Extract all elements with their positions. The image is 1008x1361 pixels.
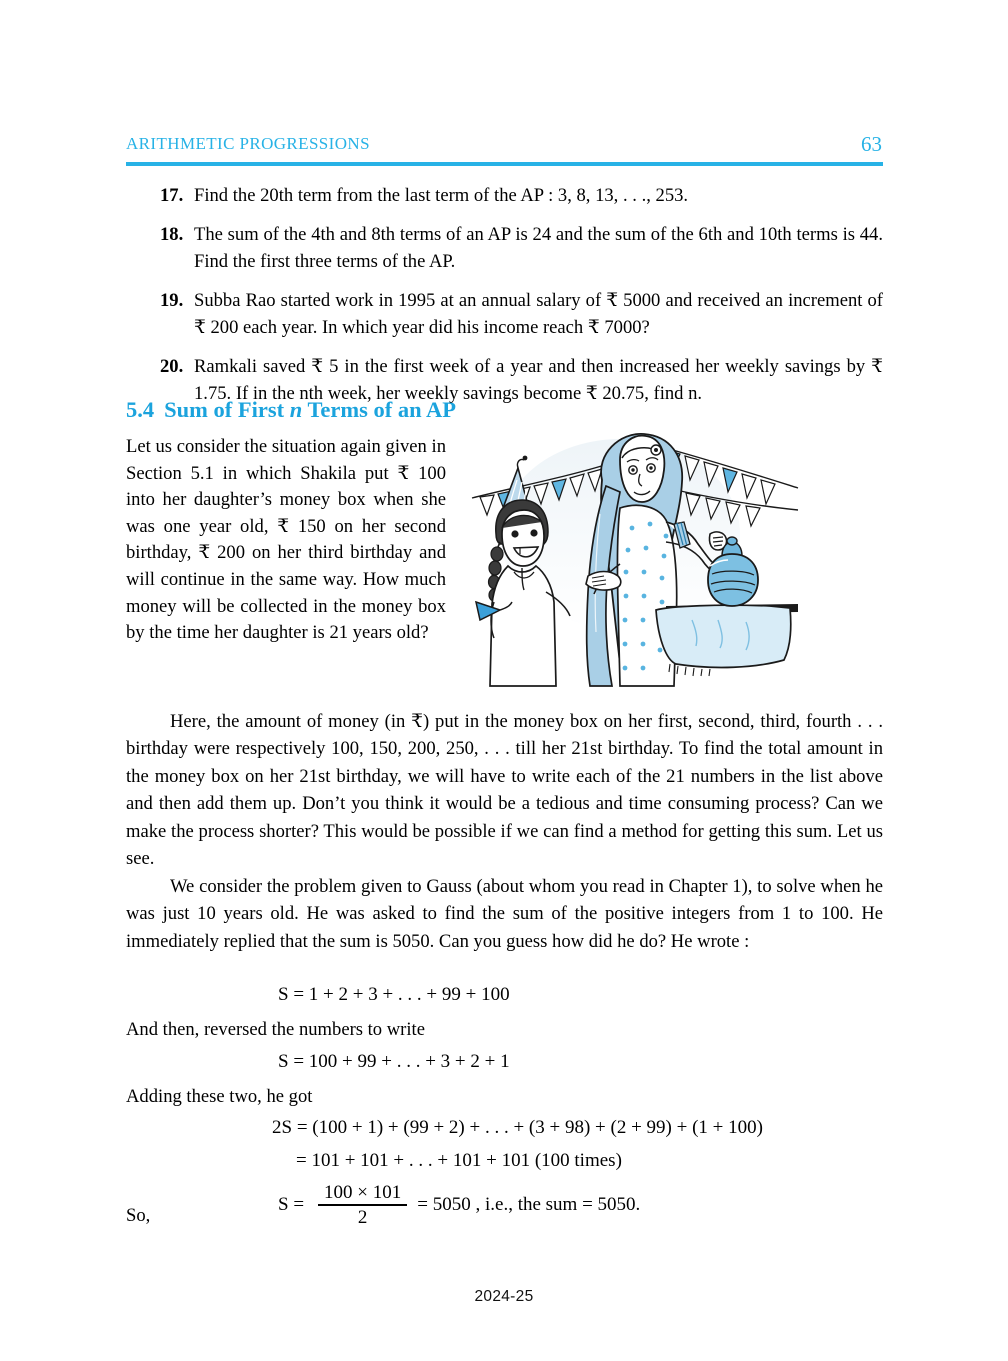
equation-final-sum [278,1182,640,1228]
paragraph-here: Here, the amount of money (in ₹) put in the money box on her first, second, third, fourth . . . birthday were respectively 100, 150, 200, 250, . . . till her 21st birthday. To find the total amount in the money box on her 21st birthday, we will have to write each of the 21 numbers in the list above and then add them up. Don’t you think it would be a tedious and time consuming process? Can we make the process shorter? This would be possible if we can find a method for getting this sum. Let us see. [126,711,883,870]
exercise-text: The sum of the 4th and 8th terms of an AP is 24 and the sum of the 6th and 10th terms is 44. Find the first three terms of the AP. [194,224,883,272]
exercise-number: 20. [160,356,184,377]
equation-101-times: = 101 + 101 + . . . + 101 + 101 (100 times) [296,1150,622,1171]
equation-final-tail: = 5050 , i.e., the sum = 5050. [417,1194,641,1216]
equation-two-s-pairs: 2S = (100 + 1) + (99 + 2) + . . . + (3 + 98) + (2 + 99) + (1 + 100) [272,1117,763,1138]
section-title-variable: n [289,397,303,422]
page-number: 63 [861,132,882,156]
intro-paragraph: Let us consider the situation again given in Section 5.1 in which Shakila put ₹ 100 into her daughter’s money box when she was one year old, ₹ 150 on her second birthday, ₹ 200 on her third birthday and will continue in the same way. How much money will be collected in the money box by the time her daughter is 21 years old? [126,436,446,644]
equation-sum-forward: S = 1 + 2 + 3 + . . . + 99 + 100 [278,984,510,1005]
section-number: 5.4 [126,397,155,422]
section-title-part2: Terms of an AP [307,397,457,422]
text-so: So, [126,1205,151,1226]
equation-sum-reversed: S = 100 + 99 + . . . + 3 + 2 + 1 [278,1051,510,1072]
running-head-title: ARITHMETIC PROGRESSIONS [126,134,370,153]
exercise-item [126,182,883,209]
exercise-text: Subba Rao started work in 1995 at an annual salary of ₹ 5000 and received an increment of ₹ 200 each year. In which year did his income reach ₹ 7000? [194,290,883,338]
fraction-100x101-over-2 [318,1182,407,1228]
section-title-part1: Sum of First [164,397,285,422]
equation-final-lead: S = [278,1194,305,1216]
header-rule [126,162,883,166]
exercise-item [126,221,883,275]
fraction-denominator: 2 [357,1206,368,1228]
exercise-text: Find the 20th term from the last term of the AP : 3, 8, 13, . . ., 253. [194,185,689,206]
text-and-then: And then, reversed the numbers to write [126,1019,425,1040]
exercise-text: Ramkali saved ₹ 5 in the first week of a year and then increased her weekly savings by ₹ 1.75. If in the nth week, her weekly savings become ₹ 20.75, find n. [194,356,883,404]
text-adding-these-two: Adding these two, he got [126,1086,313,1107]
exercise-number: 17. [160,185,184,206]
exercise-item [126,287,883,341]
exercise-number: 19. [160,290,184,311]
exercise-number: 18. [160,224,184,245]
page-footer: 2024-25 [474,1288,534,1305]
paragraph-gauss: We consider the problem given to Gauss (about whom you read in Chapter 1), to solve when he was just 10 years old. He was asked to find the sum of the positive integers from 1 to 100. He immediately replied that the sum is 5050. Can you guess how did he do? He wrote : [126,876,883,952]
birthday-money-box-illustration [470,424,800,709]
section-heading [126,397,456,423]
fraction-numerator: 100 × 101 [324,1182,402,1203]
exercise-question-list [126,182,883,407]
